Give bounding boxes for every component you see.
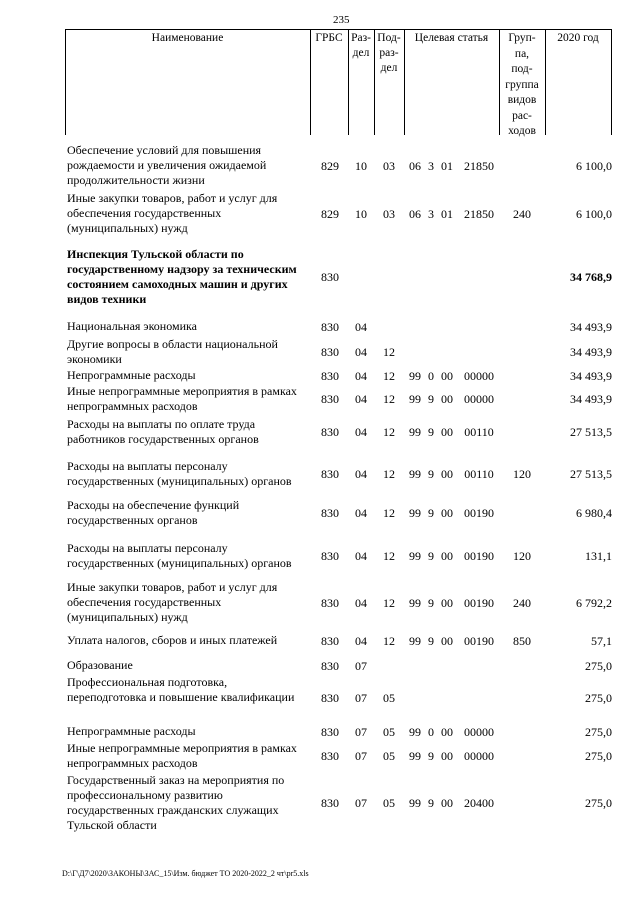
row-target-subprogram: 9: [428, 549, 434, 563]
row-name: Иные закупки товаров, работ и услуг для обеспечения государственных (муниципальных) нужд: [67, 191, 278, 235]
row-target-subprogram: 9: [428, 425, 434, 439]
table-row: [0, 143, 640, 191]
table-row: [0, 724, 640, 739]
row-target-event: 00: [441, 506, 453, 520]
row-razdel: 04: [355, 506, 367, 520]
row-name: Непрограммные расходы: [67, 724, 196, 738]
row-amount-2020: 6 792,2: [576, 596, 612, 610]
row-grbs: 830: [321, 659, 339, 673]
row-amount-2020: 27 513,5: [570, 425, 612, 439]
row-target-event: 00: [441, 425, 453, 439]
table-row: [0, 675, 640, 720]
row-grbs: 830: [321, 467, 339, 481]
row-target-code: 00110: [464, 467, 494, 481]
row-target-program: 99: [409, 549, 421, 563]
row-target-subprogram: 9: [428, 749, 434, 763]
row-podrazdel: 05: [383, 725, 395, 739]
row-target-subprogram: 0: [428, 369, 434, 383]
row-target-code: 00000: [464, 725, 494, 739]
table-row: [0, 191, 640, 239]
row-target-subprogram: 9: [428, 392, 434, 406]
row-target-event: 00: [441, 634, 453, 648]
row-target-code: 00000: [464, 369, 494, 383]
row-grbs: 830: [321, 596, 339, 610]
row-target-code: 00190: [464, 634, 494, 648]
row-target-subprogram: 0: [428, 725, 434, 739]
table-row: [0, 368, 640, 383]
file-path-footer: D:\Г\Д7\2020\ЗАКОНЫ\ЗАС_15\Изм. бюджет ТО 2020-2022_2 чт\pr5.xls: [62, 869, 309, 878]
row-podrazdel: 12: [383, 345, 395, 359]
row-target-code: 21850: [464, 207, 494, 221]
row-razdel: 07: [355, 725, 367, 739]
row-amount-2020: 6 100,0: [576, 207, 612, 221]
row-amount-2020: 34 768,9: [570, 270, 612, 284]
row-target-subprogram: 3: [428, 159, 434, 173]
row-amount-2020: 275,0: [585, 796, 612, 810]
header-year: 2020 год: [557, 32, 599, 44]
row-grbs: 830: [321, 691, 339, 705]
row-razdel: 04: [355, 596, 367, 610]
row-target-subprogram: 9: [428, 796, 434, 810]
row-name: Государственный заказ на мероприятия по профессиональному развитию государственных гражданских служащих Тульской области: [67, 773, 285, 832]
row-target-program: 06: [409, 159, 421, 173]
row-amount-2020: 275,0: [585, 725, 612, 739]
row-expense-type: 240: [513, 207, 531, 221]
row-target-program: 99: [409, 425, 421, 439]
row-name: Иные непрограммные мероприятия в рамках непрограммных расходов: [67, 741, 297, 770]
table-row: [0, 773, 640, 833]
row-podrazdel: 12: [383, 506, 395, 520]
header-target: Целевая статья: [414, 32, 489, 44]
table-row: [0, 580, 640, 628]
row-expense-type: 120: [513, 549, 531, 563]
row-razdel: 07: [355, 796, 367, 810]
row-expense-type: 120: [513, 467, 531, 481]
row-amount-2020: 34 493,9: [570, 369, 612, 383]
row-target-event: 00: [441, 725, 453, 739]
table-row: [0, 633, 640, 648]
row-amount-2020: 57,1: [591, 634, 612, 648]
row-target-subprogram: 9: [428, 506, 434, 520]
row-razdel: 04: [355, 425, 367, 439]
table-row: [0, 459, 640, 489]
table-row: [0, 384, 640, 414]
row-target-program: 99: [409, 506, 421, 520]
row-target-code: 00190: [464, 506, 494, 520]
row-grbs: 830: [321, 320, 339, 334]
table-row: [0, 247, 640, 315]
header-podrazdel: Под- раз- дел: [377, 32, 401, 74]
row-target-event: 00: [441, 467, 453, 481]
row-podrazdel: 12: [383, 596, 395, 610]
table-row: [0, 319, 640, 334]
row-grbs: 830: [321, 270, 339, 284]
row-target-program: 99: [409, 467, 421, 481]
row-name: Образование: [67, 658, 133, 672]
row-grbs: 829: [321, 207, 339, 221]
row-target-program: 99: [409, 634, 421, 648]
row-target-event: 00: [441, 392, 453, 406]
row-target-event: 00: [441, 549, 453, 563]
row-amount-2020: 275,0: [585, 691, 612, 705]
row-target-event: 00: [441, 749, 453, 763]
row-podrazdel: 12: [383, 634, 395, 648]
row-target-subprogram: 9: [428, 596, 434, 610]
row-razdel: 07: [355, 749, 367, 763]
row-target-program: 99: [409, 596, 421, 610]
row-name: Профессиональная подготовка, переподготовка и повышение квалификации: [67, 675, 295, 704]
row-name: Иные непрограммные мероприятия в рамках непрограммных расходов: [67, 384, 297, 413]
row-grbs: 830: [321, 634, 339, 648]
row-target-code: 00190: [464, 549, 494, 563]
header-grbs: ГРБС: [315, 32, 343, 44]
row-razdel: 10: [355, 207, 367, 221]
row-name: Уплата налогов, сборов и иных платежей: [67, 633, 278, 647]
row-target-code: 20400: [464, 796, 494, 810]
row-razdel: 04: [355, 634, 367, 648]
row-grbs: 830: [321, 392, 339, 406]
row-target-event: 00: [441, 369, 453, 383]
table-row: [0, 541, 640, 571]
row-name: Обеспечение условий для повышения рождаемости и увеличения ожидаемой продолжительности жизни: [67, 143, 267, 187]
row-amount-2020: 27 513,5: [570, 467, 612, 481]
row-grbs: 830: [321, 549, 339, 563]
row-target-program: 99: [409, 725, 421, 739]
row-target-code: 00110: [464, 425, 494, 439]
page-number: 235: [333, 14, 350, 26]
table-header: [65, 29, 612, 135]
row-podrazdel: 05: [383, 691, 395, 705]
row-grbs: 830: [321, 425, 339, 439]
row-grbs: 830: [321, 506, 339, 520]
row-target-event: 01: [441, 159, 453, 173]
row-podrazdel: 12: [383, 425, 395, 439]
row-amount-2020: 34 493,9: [570, 345, 612, 359]
row-razdel: 04: [355, 392, 367, 406]
row-expense-type: 240: [513, 596, 531, 610]
row-grbs: 830: [321, 345, 339, 359]
row-razdel: 04: [355, 320, 367, 334]
row-target-subprogram: 3: [428, 207, 434, 221]
row-target-event: 00: [441, 796, 453, 810]
row-amount-2020: 275,0: [585, 659, 612, 673]
table-row: [0, 741, 640, 771]
row-target-event: 01: [441, 207, 453, 221]
row-target-program: 99: [409, 392, 421, 406]
row-razdel: 04: [355, 467, 367, 481]
row-target-program: 99: [409, 796, 421, 810]
row-amount-2020: 6 100,0: [576, 159, 612, 173]
row-amount-2020: 275,0: [585, 749, 612, 763]
header-name: Наименование: [151, 32, 224, 44]
row-grbs: 830: [321, 796, 339, 810]
row-amount-2020: 34 493,9: [570, 320, 612, 334]
row-name: Иные закупки товаров, работ и услуг для обеспечения государственных (муниципальных) нужд: [67, 580, 278, 624]
row-razdel: 04: [355, 345, 367, 359]
row-name: Расходы на обеспечение функций государственных органов: [67, 498, 240, 527]
row-amount-2020: 6 980,4: [576, 506, 612, 520]
row-amount-2020: 34 493,9: [570, 392, 612, 406]
row-razdel: 04: [355, 549, 367, 563]
row-podrazdel: 03: [383, 207, 395, 221]
row-target-event: 00: [441, 596, 453, 610]
row-target-code: 00000: [464, 749, 494, 763]
row-target-subprogram: 9: [428, 634, 434, 648]
row-grbs: 830: [321, 749, 339, 763]
row-amount-2020: 131,1: [585, 549, 612, 563]
row-target-program: 06: [409, 207, 421, 221]
row-razdel: 10: [355, 159, 367, 173]
row-expense-type: 850: [513, 634, 531, 648]
row-target-program: 99: [409, 369, 421, 383]
row-name: Другие вопросы в области национальной экономики: [67, 337, 278, 366]
row-grbs: 829: [321, 159, 339, 173]
row-podrazdel: 03: [383, 159, 395, 173]
row-grbs: 830: [321, 725, 339, 739]
row-name: Непрограммные расходы: [67, 368, 196, 382]
header-group: Груп- па, под- группа видов рас- ходов: [505, 32, 539, 137]
row-target-subprogram: 9: [428, 467, 434, 481]
table-row: [0, 498, 640, 528]
table-row: [0, 417, 640, 447]
row-podrazdel: 05: [383, 749, 395, 763]
row-grbs: 830: [321, 369, 339, 383]
row-target-program: 99: [409, 749, 421, 763]
row-name: Расходы на выплаты по оплате труда работников государственных органов: [67, 417, 259, 446]
table-row: [0, 337, 640, 367]
table-row: [0, 658, 640, 673]
row-name: Инспекция Тульской области по государственному надзору за техническим состоянием самоходных машин и других видов техники: [67, 247, 297, 306]
row-podrazdel: 12: [383, 392, 395, 406]
header-razdel: Раз- дел: [351, 32, 371, 59]
row-podrazdel: 05: [383, 796, 395, 810]
row-razdel: 07: [355, 659, 367, 673]
row-target-code: 21850: [464, 159, 494, 173]
row-razdel: 07: [355, 691, 367, 705]
row-name: Расходы на выплаты персоналу государственных (муниципальных) органов: [67, 459, 292, 488]
row-name: Расходы на выплаты персоналу государственных (муниципальных) органов: [67, 541, 292, 570]
row-podrazdel: 12: [383, 549, 395, 563]
row-razdel: 04: [355, 369, 367, 383]
row-name: Национальная экономика: [67, 319, 197, 333]
row-target-code: 00190: [464, 596, 494, 610]
row-target-code: 00000: [464, 392, 494, 406]
row-podrazdel: 12: [383, 369, 395, 383]
row-podrazdel: 12: [383, 467, 395, 481]
